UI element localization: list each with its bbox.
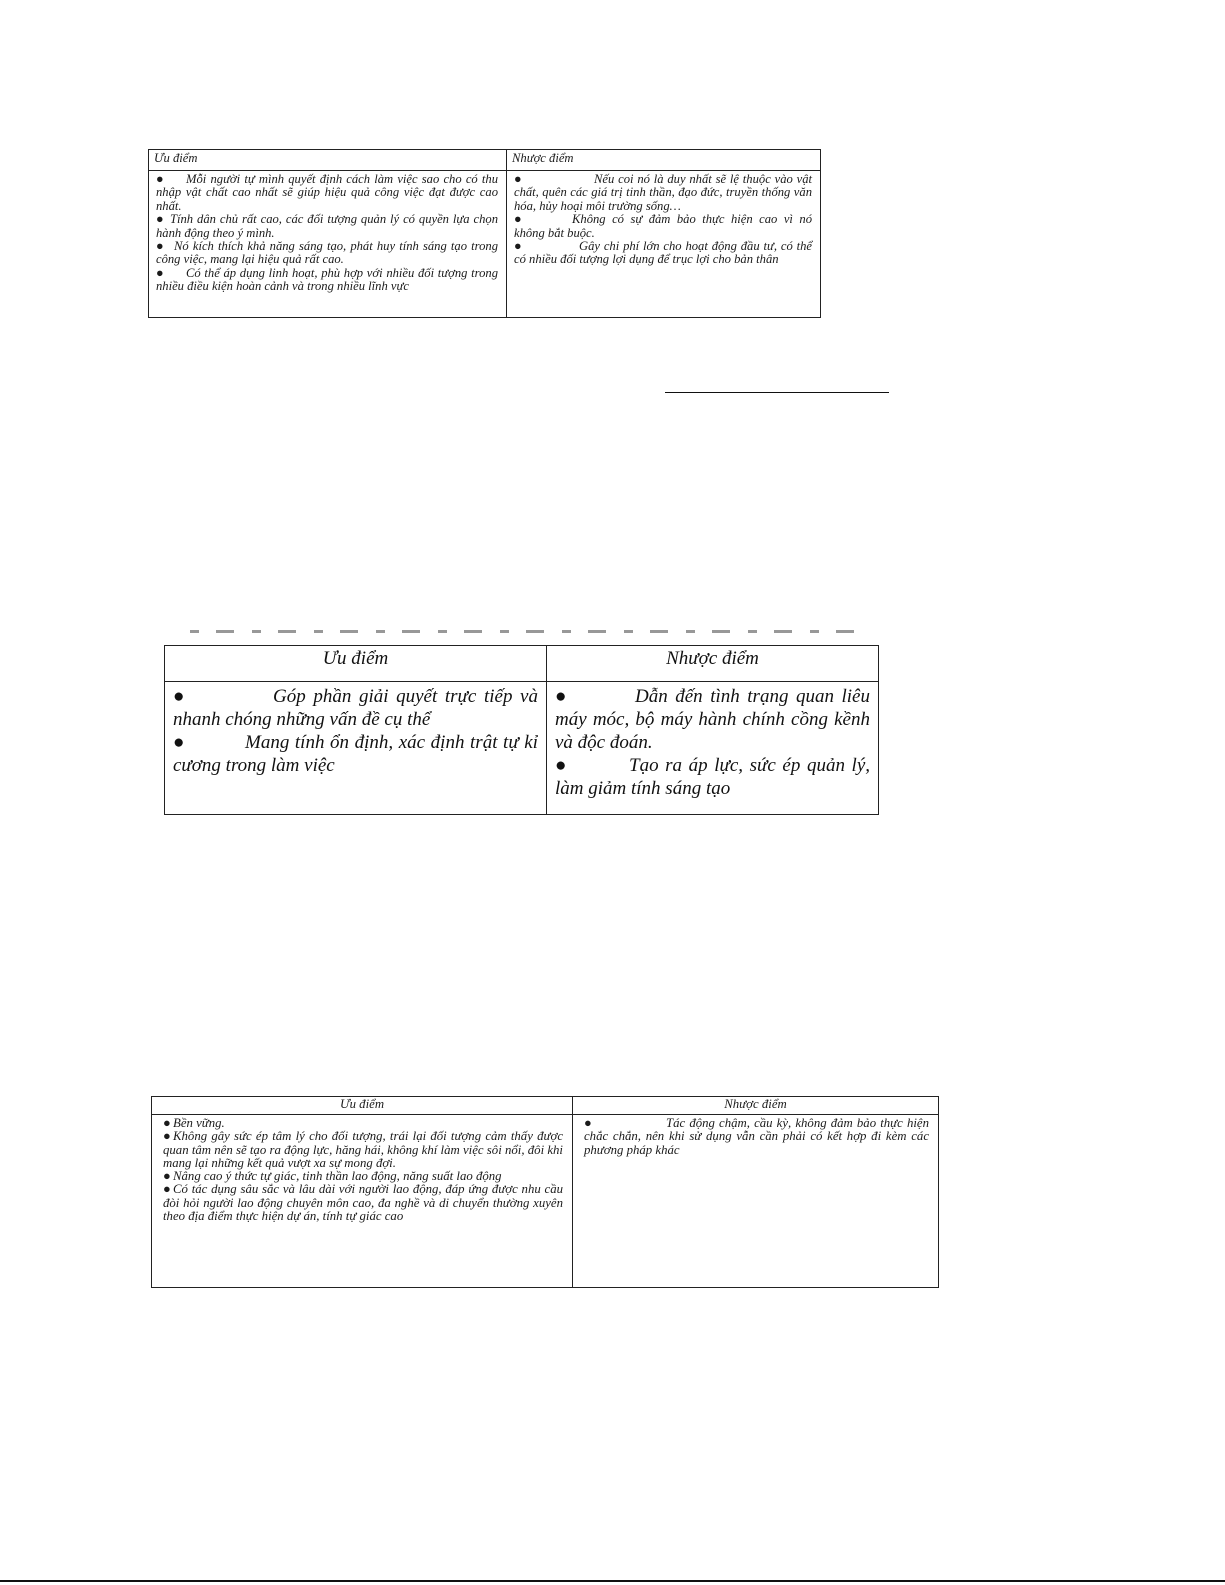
list-item: ● Góp phần giải quyết trực tiếp và nhanh chóng những vấn đề cụ thể — [173, 686, 538, 730]
advantages-header: Ưu điểm — [152, 1097, 573, 1115]
list-item: ● Nếu coi nó là duy nhất sẽ lệ thuộc vào vật chất, quên các giá trị tinh thần, đạo đức, truyền thống văn hóa, hủy hoại môi trường sống… — [514, 172, 812, 213]
advantages-header: Ưu điểm — [149, 150, 507, 171]
bullet-icon: ● — [555, 755, 567, 776]
bullet-icon: ● — [163, 1129, 171, 1144]
disadvantages-cell — [507, 171, 821, 318]
bullet-icon: ● — [173, 686, 185, 707]
list-item: ● Bền vững. — [163, 1116, 225, 1130]
list-item: ● Mỗi người tự mình quyết định cách làm việc sao cho có thu nhập vật chất cao nhất sẽ giúp hiệu quả công việc đạt được cao nhất. — [156, 172, 498, 213]
cropped-text-line — [190, 630, 856, 633]
list-item: ● Tác động chậm, cầu kỳ, không đảm bảo thực hiện chắc chắn, nên khi sử dụng vẫn cần phải có kết hợp đi kèm các phương pháp khác — [584, 1116, 929, 1157]
advantages-header: Ưu điểm — [165, 646, 547, 682]
bullet-icon: ● — [163, 1182, 171, 1197]
underline-rule — [665, 392, 889, 393]
list-item: ● Tính dân chủ rất cao, các đối tượng quản lý có quyền lựa chọn hành động theo ý mình. — [156, 212, 498, 240]
list-item: ● Không gây sức ép tâm lý cho đối tượng, trái lại đối tượng cảm thấy được quan tâm nên sẽ tạo ra động lực, hăng hái, không khí làm việc sôi nổi, đôi khi mang lại những kết quả vượt xa sự mong đợi. — [163, 1129, 563, 1170]
bullet-icon: ● — [514, 172, 522, 186]
list-item: ● Có tác dụng sâu sắc và lâu dài với người lao động, đáp ứng được nhu cầu đòi hỏi người lao động chuyên môn cao, đa nghề và di chuyển thường xuyên theo địa điểm thực hiện dự án, tính tự giác cao — [163, 1182, 563, 1224]
bullet-icon: ● — [163, 1169, 171, 1184]
list-item: ● Mang tính ổn định, xác định trật tự kỉ cương trong làm việc — [173, 732, 538, 776]
bullet-icon: ● — [156, 239, 164, 254]
list-item: ● Gây chi phí lớn cho hoạt động đầu tư, có thể có nhiều đối tượng lợi dụng để trục lợi cho bản thân — [514, 239, 812, 267]
disadvantages-header: Nhược điểm — [573, 1097, 939, 1115]
disadvantages-cell — [573, 1115, 939, 1288]
list-item: ● Không có sự đảm bảo thực hiện cao vì nó không bắt buộc. — [514, 212, 812, 240]
bullet-icon: ● — [156, 212, 164, 227]
list-item: ● Tạo ra áp lực, sức ép quản lý, làm giảm tính sáng tạo — [555, 755, 870, 799]
disadvantages-header: Nhược điểm — [507, 150, 821, 171]
list-item: ● Nâng cao ý thức tự giác, tinh thần lao động, năng suất lao động — [163, 1169, 502, 1184]
advantages-cell — [149, 171, 507, 318]
advantages-cell — [152, 1115, 573, 1288]
bullet-icon: ● — [173, 732, 185, 753]
comparison-table-1 — [148, 149, 821, 318]
comparison-table-2 — [164, 645, 879, 815]
list-item: ● Nó kích thích khả năng sáng tạo, phát huy tính sáng tạo trong công việc, mang lại hiệu quả rất cao. — [156, 239, 498, 267]
bullet-icon: ● — [555, 686, 567, 707]
bullet-icon: ● — [584, 1116, 592, 1130]
page-bottom-rule — [0, 1580, 1225, 1582]
disadvantages-header: Nhược điểm — [547, 646, 879, 682]
disadvantages-cell — [547, 682, 879, 815]
comparison-table-3 — [151, 1096, 939, 1288]
bullet-icon: ● — [156, 265, 164, 280]
bullet-icon: ● — [156, 172, 164, 186]
bullet-icon: ● — [514, 239, 522, 254]
advantages-cell — [165, 682, 547, 815]
bullet-icon: ● — [514, 212, 522, 227]
list-item: ● Có thể áp dụng linh hoạt, phù hợp với nhiều đối tượng trong nhiều điều kiện hoàn cảnh và trong nhiều lĩnh vực — [156, 265, 498, 294]
bullet-icon: ● — [163, 1116, 171, 1130]
list-item: ● Dẫn đến tình trạng quan liêu máy móc, bộ máy hành chính cồng kềnh và độc đoán. — [555, 686, 870, 753]
